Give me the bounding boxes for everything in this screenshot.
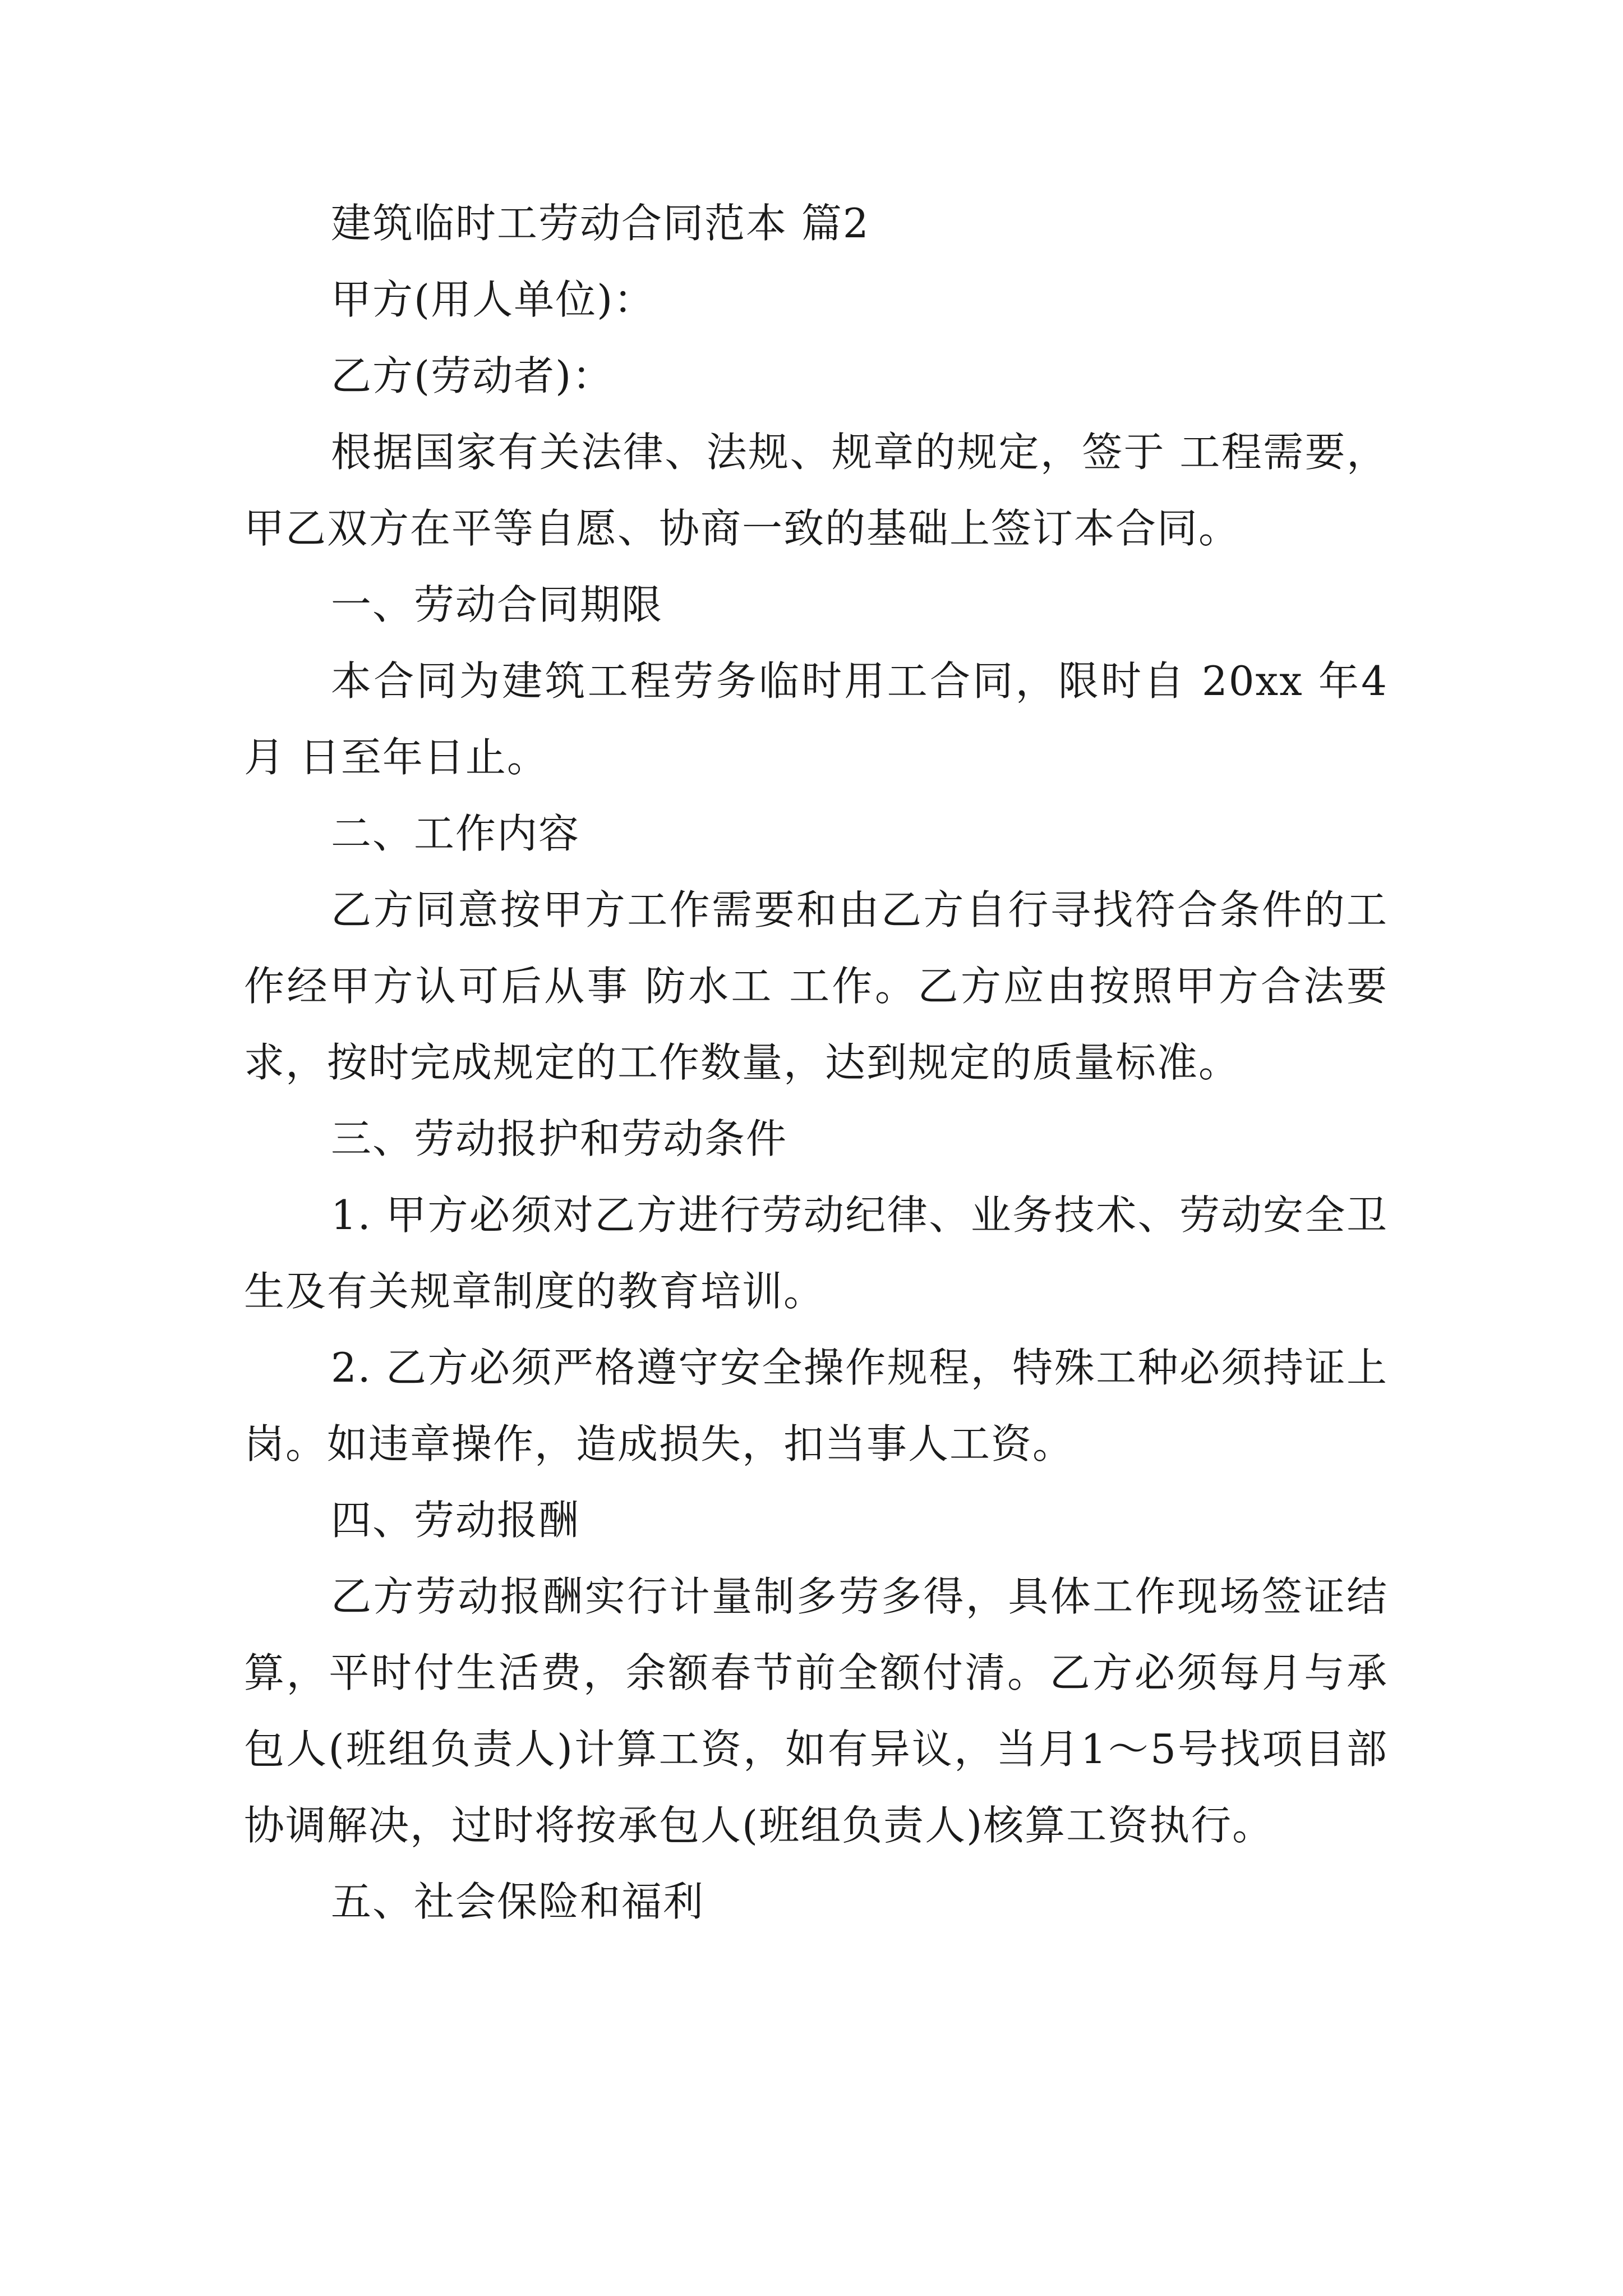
- section-body-pay: 乙方劳动报酬实行计量制多劳多得，具体工作现场签证结算，平时付生活费，余额春节前全额付清。乙方必须每月与承包人(班组负责人)计算工资，如有异议，当月1～5号找项目部协调解决，过时将按承包人(班组负责人)核算工资执行。: [244, 1573, 1388, 1849]
- section-heading-work: 二、工作内容: [331, 810, 580, 857]
- section-heading-insurance: 五、社会保险和福利: [331, 1878, 705, 1925]
- intro-paragraph: 根据国家有关法律、法规、规章的规定，签于 工程需要，甲乙双方在平等自愿、协商一致的基础上签订本合同。: [244, 429, 1388, 552]
- section-heading-pay: 四、劳动报酬: [331, 1497, 580, 1544]
- section-heading-protection: 三、劳动报护和劳动条件: [331, 1115, 788, 1162]
- party-b-line: 乙方(劳动者)：: [331, 352, 614, 399]
- section-body-work: 乙方同意按甲方工作需要和由乙方自行寻找符合条件的工作经甲方认可后从事 防水工 工作。乙方应由按照甲方合法要求，按时完成规定的工作数量，达到规定的质量标准。: [244, 886, 1388, 1086]
- document-title: 建筑临时工劳动合同范本 篇2: [331, 200, 870, 247]
- section-body-term: 本合同为建筑工程劳务临时用工合同，限时自 20xx 年4月 日至年日止。: [244, 657, 1388, 781]
- protection-item-1: 1. 甲方必须对乙方进行劳动纪律、业务技术、劳动安全卫生及有关规章制度的教育培训。: [244, 1191, 1388, 1315]
- document-body: [244, 185, 1388, 1940]
- party-a-line: 甲方(用人单位)：: [331, 276, 656, 323]
- protection-item-2: 2. 乙方必须严格遵守安全操作规程，特殊工种必须持证上岗。如违章操作，造成损失，扣当事人工资。: [244, 1344, 1388, 1467]
- section-heading-term: 一、劳动合同期限: [331, 581, 663, 628]
